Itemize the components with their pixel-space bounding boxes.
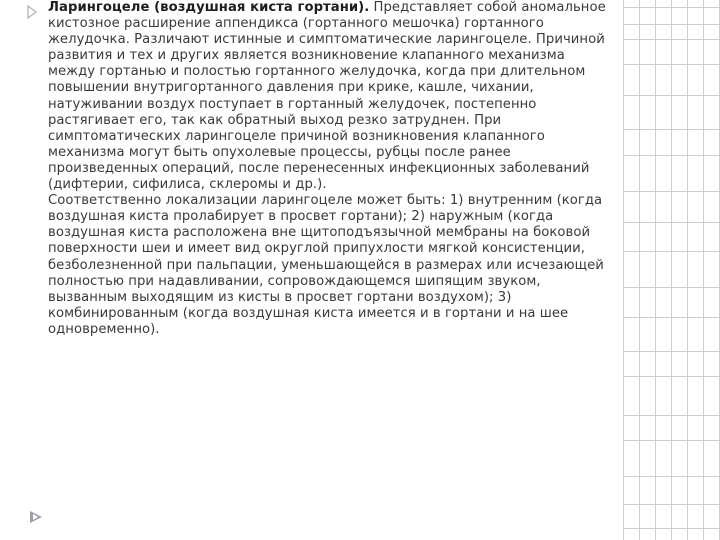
paragraph-1 — [48, 0, 608, 193]
decorative-grid-panel — [623, 0, 720, 540]
next-slide-arrow-icon[interactable] — [29, 510, 43, 524]
paragraph-2: Соответственно локализации ларингоцеле может быть: 1) внутренним (когда воздушная киста пролабирует в просвет гортани); 2) наружным (когда воздушная киста расположена вне щитоподъязычной мембраны на боковой поверхности шеи и имеет вид округлой припухлости мягкой консистенции, безболезненной при пальпации, уменьшающейся в размерах или исчезающей полностью при надавливании, сопровождающемся шипящим звуком, вызванным выходящим из кисты в просвет гортани воздухом); 3) комбинированным (когда воздушная киста имеется и в гортани и на шее одновременно). — [48, 193, 604, 337]
paragraph-1-body: Представляет собой аномальное кистозное расширение аппендикса (гортанного мешочка) гортанного желудочка. Различают истинные и симптоматические ларингоцеле. Причиной развития и тех и других является возникновение клапанного механизма между гортанью и полостью гортанного желудочка, когда при длительном повышении внутригортанного давления при крике, кашле, чихании, натуживании воздух поступает в гортанный желудочек, постепенно растягивает его, так как обратный выход резко затруднен. При симптоматических ларингоцеле причиной возникновения клапанного механизма могут быть опухолевые процессы, рубцы после ранее произведенных операций, после перенесенных инфекционных заболеваний (дифтерии, сифилиса, склеромы и др.). — [48, 0, 606, 193]
grid-lines — [623, 0, 720, 540]
triangle-bullet-icon — [26, 5, 38, 19]
term-heading: Ларингоцеле (воздушная киста гортани). — [48, 0, 370, 15]
slide-text — [48, 0, 608, 338]
